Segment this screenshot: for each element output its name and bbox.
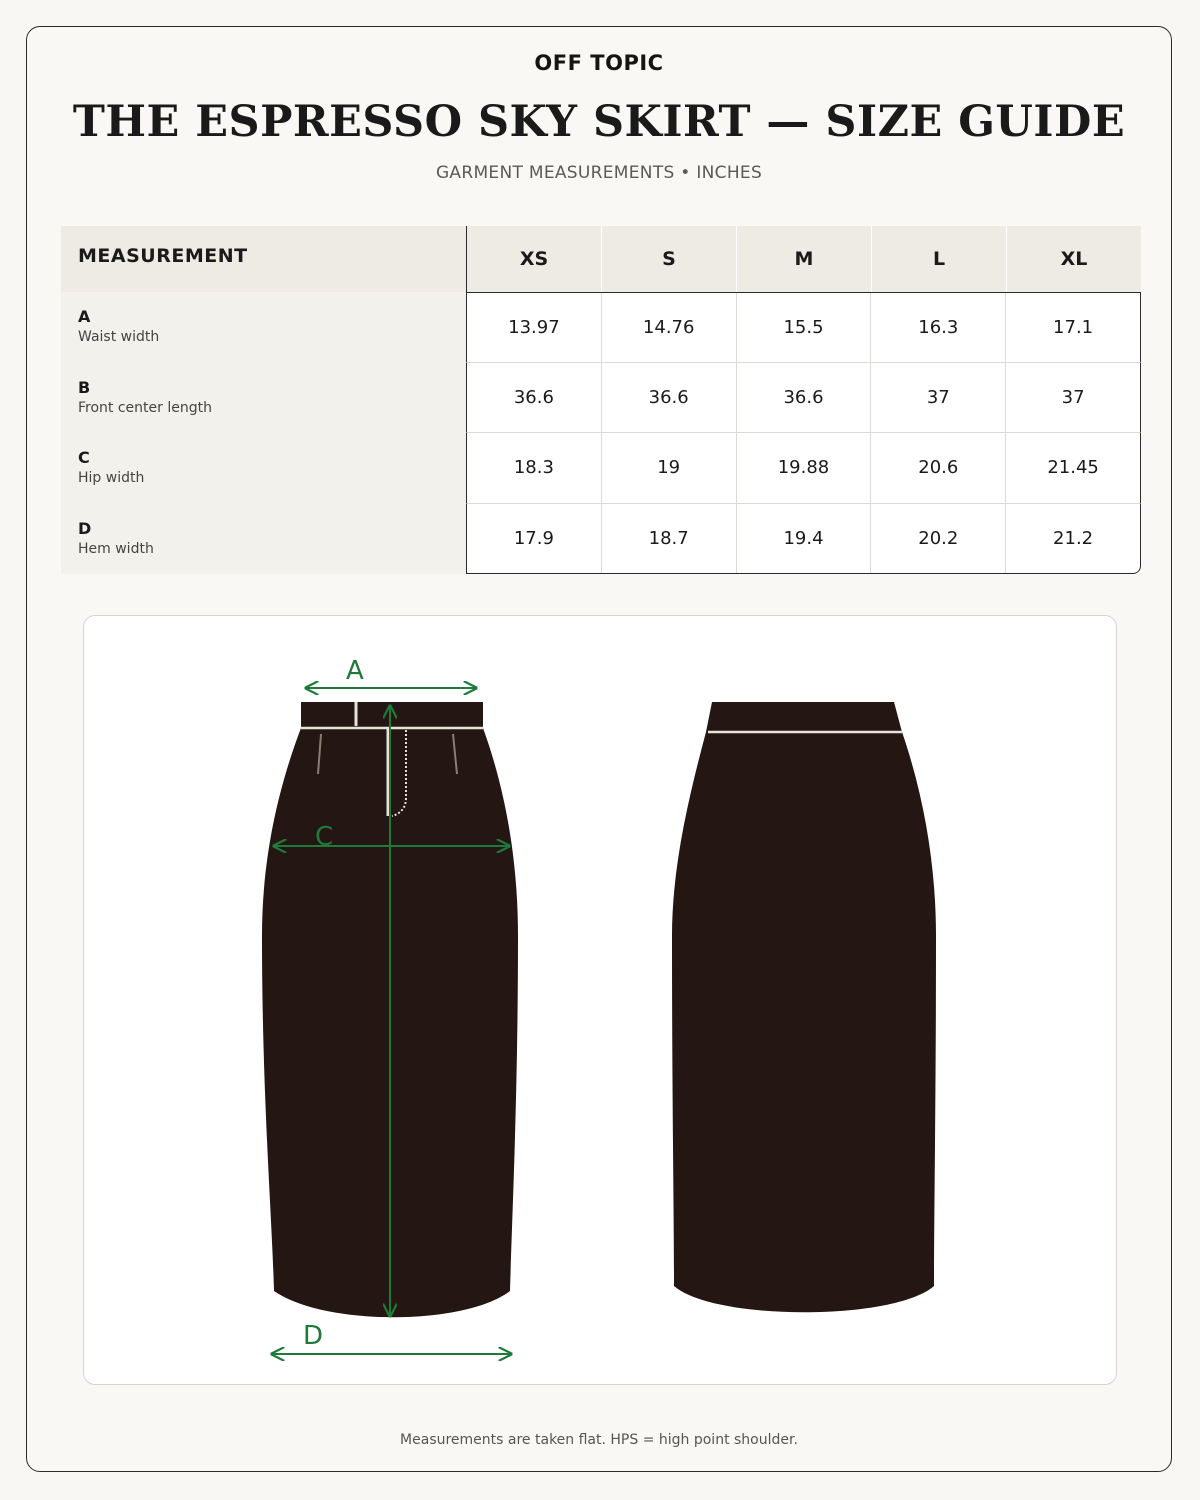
row-label — [61, 433, 466, 504]
value-cell: 18.7 — [602, 504, 737, 574]
footer-note: Measurements are taken flat. HPS = high point shoulder. — [400, 1432, 798, 1448]
label-a: A — [346, 656, 364, 686]
header-size-cells — [466, 226, 1141, 292]
row-values — [466, 292, 1141, 363]
table-row-hem — [61, 504, 1141, 575]
header-size-xl: XL — [1060, 248, 1088, 270]
measurement-name: Hem width — [78, 540, 154, 557]
header-measurement-label: MEASUREMENT — [78, 245, 248, 267]
size-guide-card — [26, 26, 1172, 1472]
value-cell: 15.5 — [737, 293, 872, 362]
brand-name: OFF TOPIC — [534, 51, 664, 75]
value-cell: 36.6 — [602, 363, 737, 433]
row-values — [466, 504, 1141, 575]
row-values — [466, 433, 1141, 504]
row-values — [466, 363, 1141, 434]
table-row-hip — [61, 433, 1141, 504]
measurement-name: Front center length — [78, 399, 212, 416]
value-cell: 18.3 — [467, 433, 602, 503]
measurement-name: Hip width — [78, 470, 145, 487]
page-subtitle: GARMENT MEASUREMENTS • INCHES — [435, 163, 763, 183]
measurement-letter: A — [78, 307, 91, 327]
header-size-l: L — [872, 226, 1007, 292]
table-row-waist — [61, 292, 1141, 363]
row-label — [61, 292, 466, 363]
value-cell: 37 — [1061, 386, 1085, 408]
value-cell: 21.2 — [1053, 527, 1094, 549]
measurement-letter: D — [78, 518, 92, 538]
header-size-s: S — [602, 226, 737, 292]
row-label — [61, 363, 466, 434]
value-cell: 13.97 — [467, 293, 602, 362]
skirt-back-view — [672, 702, 936, 1312]
skirt-diagram-svg — [84, 616, 1118, 1386]
label-d: D — [303, 1321, 324, 1351]
table-row-length — [61, 363, 1141, 434]
value-cell: 21.45 — [1047, 457, 1099, 479]
value-cell: 14.76 — [602, 293, 737, 362]
value-cell: 19.4 — [737, 504, 872, 574]
skirt-back-body — [672, 702, 936, 1312]
value-cell: 36.6 — [467, 363, 602, 433]
value-cell: 19 — [602, 433, 737, 503]
measurement-name: Waist width — [78, 329, 160, 346]
header-measurement — [61, 226, 466, 292]
page-title: THE ESPRESSO SKY SKIRT — SIZE GUIDE — [72, 97, 1126, 147]
measurement-letter: C — [78, 448, 90, 468]
skirt-diagram-panel — [83, 615, 1117, 1385]
value-cell: 20.6 — [871, 433, 1006, 503]
header-size-m: M — [737, 226, 872, 292]
value-cell: 17.1 — [1053, 316, 1094, 338]
value-cell: 17.9 — [467, 504, 602, 574]
table-header-row — [61, 226, 1141, 292]
value-cell: 16.3 — [871, 293, 1006, 362]
size-table — [61, 226, 1141, 574]
value-cell: 20.2 — [871, 504, 1006, 574]
label-c: C — [315, 822, 334, 852]
value-cell: 36.6 — [737, 363, 872, 433]
value-cell: 37 — [871, 363, 1006, 433]
row-label — [61, 504, 466, 575]
value-cell: 19.88 — [737, 433, 872, 503]
measurement-letter: B — [78, 377, 91, 397]
header-size-xs: XS — [467, 226, 602, 292]
